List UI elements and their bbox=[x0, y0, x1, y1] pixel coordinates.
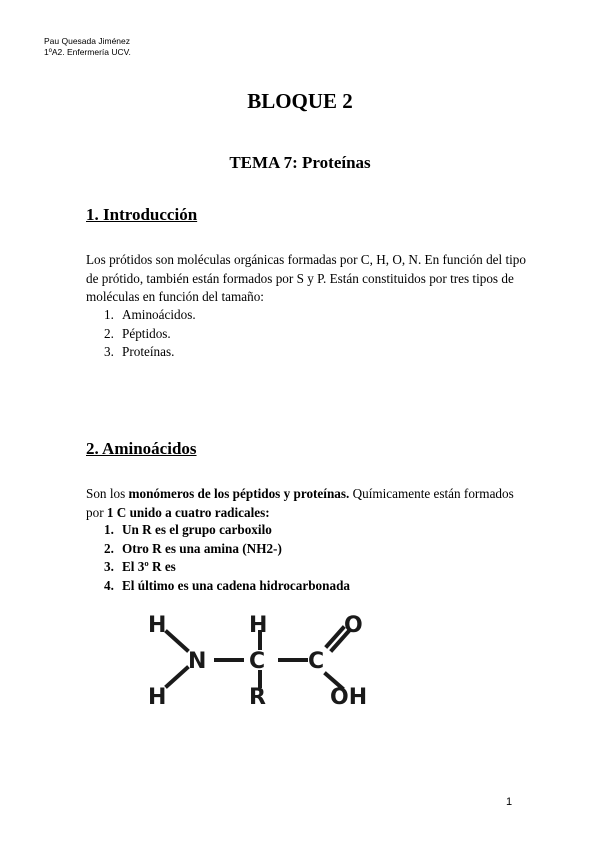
page-header bbox=[44, 36, 131, 58]
list-item: 1. Aminoácidos. bbox=[104, 307, 196, 322]
topic-label: TEMA 7: bbox=[229, 153, 298, 172]
amino-acid-structure-diagram bbox=[120, 598, 410, 736]
aminoacids-paragraph: Son los monómeros de los péptidos y proteínas. Químicamente están formados por 1 C unido a cuatro radicales: bbox=[86, 486, 514, 520]
protide-types-list bbox=[104, 306, 196, 362]
topic-name: Proteínas bbox=[297, 153, 371, 172]
intro-paragraph: Los prótidos son moléculas orgánicas formadas por C, H, O, N. En función del tipo de prótido, también están formados por S y P. Están constituidos por tres tipos de moléculas en función del tamaño: bbox=[86, 252, 526, 304]
atom-c-alpha: C bbox=[249, 649, 266, 674]
list-item: 1. Un R es el grupo carboxilo bbox=[104, 522, 272, 537]
author-name: Pau Quesada Jiménez bbox=[44, 36, 130, 46]
section-heading-aminoacids: 2. Aminoácidos bbox=[86, 439, 197, 458]
page-number: 1 bbox=[506, 796, 513, 808]
list-item: 4. El último es una cadena hidrocarbonada bbox=[104, 577, 351, 593]
section-heading-intro: 1. Introducción bbox=[86, 205, 198, 224]
atom-h-center: H bbox=[249, 613, 268, 638]
list-item: 3. El 3º R es bbox=[104, 559, 176, 574]
atom-oh: OH bbox=[330, 685, 368, 710]
course-info: 1ºA2. Enfermería UCV. bbox=[44, 47, 131, 57]
list-item: 3. Proteínas. bbox=[104, 344, 175, 359]
atom-n: N bbox=[188, 649, 207, 674]
atom-h-bottom: H bbox=[148, 685, 167, 710]
atom-r: R bbox=[249, 685, 266, 710]
block-title: BLOQUE 2 bbox=[247, 89, 353, 113]
list-item: 2. Otro R es una amina (NH2-) bbox=[104, 540, 282, 556]
radicals-list bbox=[104, 521, 350, 595]
atom-o: O bbox=[344, 613, 363, 638]
topic-title bbox=[0, 152, 600, 174]
atom-h-top: H bbox=[148, 613, 167, 638]
atom-c-carboxyl: C bbox=[308, 649, 325, 674]
list-item: 2. Péptidos. bbox=[104, 325, 171, 341]
